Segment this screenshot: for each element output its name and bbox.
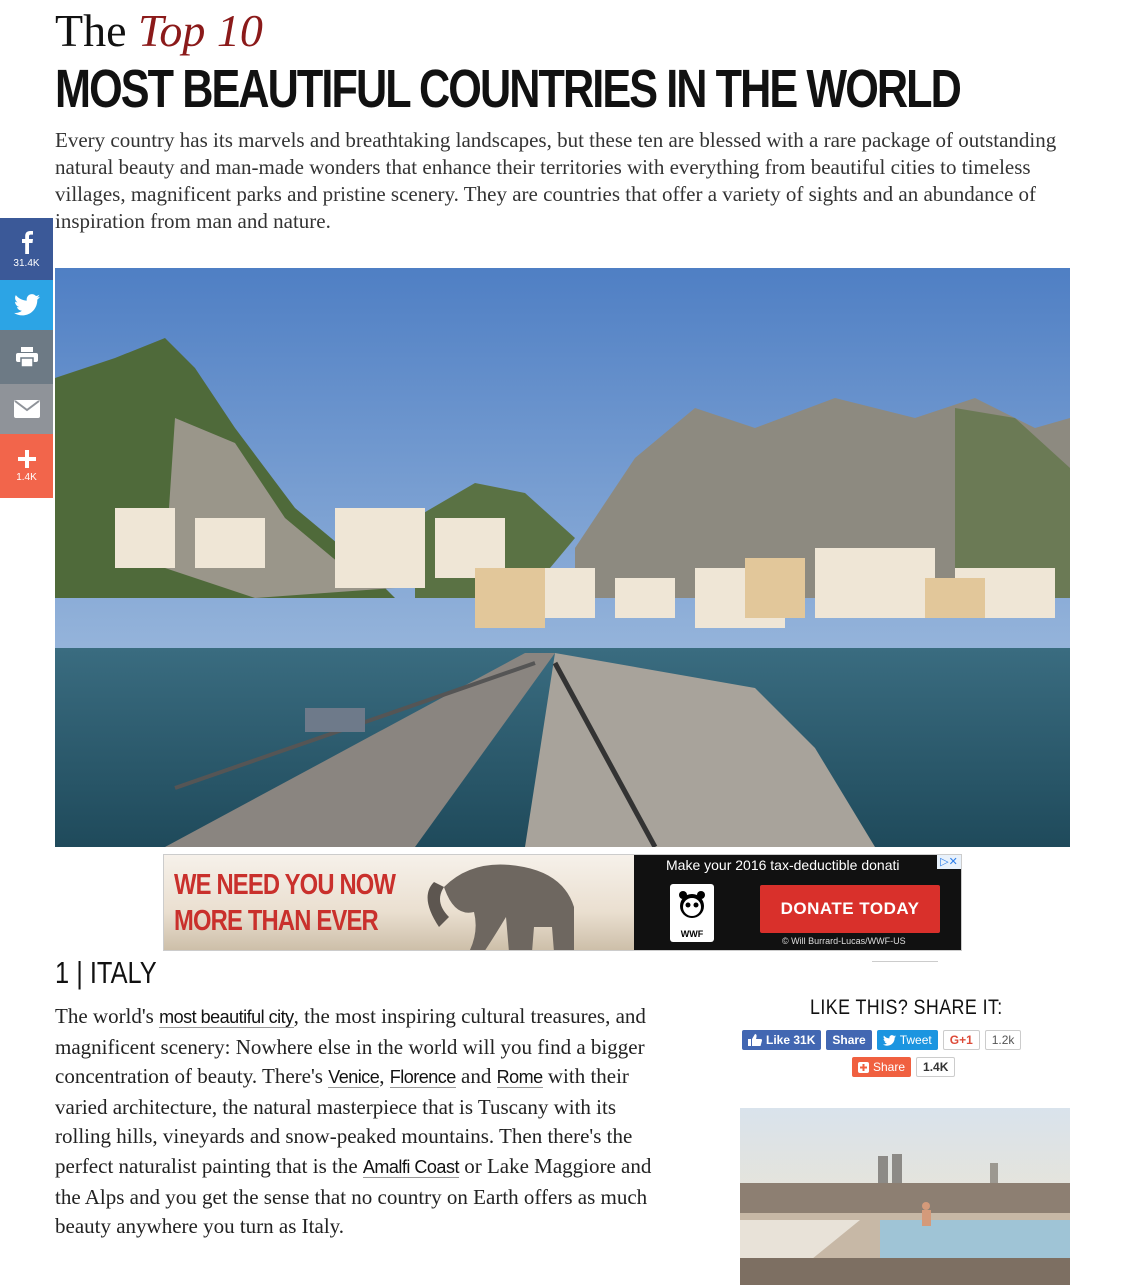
donate-today-button[interactable]: DONATE TODAY	[760, 885, 940, 933]
addthis-share-button[interactable]	[852, 1057, 911, 1077]
link-amalfi-coast[interactable]: Amalfi Coast	[362, 1156, 459, 1177]
more-share-count: 1.4K	[16, 471, 37, 483]
title-kicker	[55, 4, 263, 58]
italy-text-2: , the most inspiring cultural treasures, and magnificent scenery: Nowhere else in the world will you find a bigger concentration of beauty. There's	[55, 1004, 646, 1089]
addthis-share-count: 1.4K	[916, 1057, 955, 1077]
wwf-logo	[670, 884, 714, 942]
ad-photo-credit: © Will Burrard-Lucas/WWF-US	[782, 936, 906, 946]
sidebar-divider	[872, 961, 938, 962]
panda-icon	[677, 888, 707, 922]
italy-text-5: with their varied architecture, the natural masterpiece that is Tuscany with its rolling hills, vineyards and snow-peaked mountains. Then there's the perfect naturalist painting that is the	[55, 1064, 633, 1178]
title-kicker-top: Top 10	[138, 5, 263, 56]
link-florence[interactable]: Florence	[389, 1067, 456, 1088]
google-plus-count: 1.2k	[985, 1030, 1022, 1050]
elephant-illustration	[414, 857, 584, 951]
section-title-italy: 1 | ITALY	[55, 955, 157, 990]
intro-paragraph: Every country has its marvels and breathtaking landscapes, but these ten are blessed with a rare package of outstanding natural beauty and man-made wonders that enhance their territories with everything from beautiful cities to timeless villages, magnificent parks and pristine scenery. They are countries that offer a variety of sights and an abundance of inspiration from man and nature.	[55, 128, 1057, 233]
page-title: MOST BEAUTIFUL COUNTRIES IN THE WORLD	[55, 59, 960, 119]
print-button[interactable]	[0, 330, 53, 384]
italy-text-4: and	[455, 1064, 497, 1089]
share-widget-title: LIKE THIS? SHARE IT:	[810, 996, 1003, 1019]
facebook-share-count: 31.4K	[13, 257, 40, 269]
title-kicker-the: The	[55, 5, 127, 56]
share-buttons-row-2	[852, 1057, 955, 1077]
email-icon	[14, 400, 40, 418]
social-share-bar	[0, 218, 53, 498]
ad-cta-panel	[634, 855, 961, 950]
facebook-like-label: Like 31K	[766, 1033, 816, 1047]
wwf-logo-text: WWF	[680, 929, 704, 939]
ad-headline-line2: MORE THAN EVER	[174, 905, 378, 937]
print-icon	[16, 347, 38, 367]
thumbs-up-icon	[748, 1034, 762, 1046]
italy-text-1: The world's	[55, 1004, 160, 1028]
facebook-share-button[interactable]	[0, 218, 53, 280]
tweet-button[interactable]	[877, 1030, 938, 1050]
italy-text-3: ,	[379, 1064, 390, 1089]
plus-icon	[18, 450, 36, 468]
addthis-share-label: Share	[873, 1060, 906, 1074]
twitter-icon	[14, 294, 40, 316]
italy-description	[55, 1002, 675, 1242]
ad-choices-close-icon[interactable]: ▷✕	[937, 855, 961, 869]
ad-image-panel	[164, 855, 634, 950]
plus-square-icon	[858, 1062, 869, 1073]
twitter-bird-icon	[883, 1035, 896, 1046]
facebook-like-button[interactable]	[742, 1030, 821, 1050]
wwf-ad-banner[interactable]	[163, 854, 962, 951]
facebook-icon	[20, 230, 34, 254]
hero-image-amalfi	[55, 268, 1070, 847]
share-buttons-row	[742, 1030, 1021, 1050]
sidebar-thumbnail-image[interactable]	[740, 1108, 1070, 1285]
link-rome[interactable]: Rome	[496, 1067, 543, 1088]
more-share-button[interactable]	[0, 434, 53, 498]
italy-text-6: or Lake Maggiore and the Alps and you get the sense that no country on Earth offers as much beauty anywhere you turn as Italy.	[55, 1153, 652, 1239]
facebook-share-small-button[interactable]: Share	[826, 1030, 871, 1050]
twitter-share-button[interactable]	[0, 280, 53, 330]
google-plus-button[interactable]: G+1	[943, 1030, 980, 1050]
ad-tagline: Make your 2016 tax-deductible donati	[666, 857, 900, 873]
link-venice[interactable]: Venice	[328, 1067, 380, 1088]
link-most-beautiful-city[interactable]: most beautiful city	[159, 1007, 294, 1027]
tweet-label: Tweet	[899, 1033, 932, 1047]
ad-headline-line1: WE NEED YOU NOW	[174, 869, 396, 901]
email-share-button[interactable]	[0, 384, 53, 434]
